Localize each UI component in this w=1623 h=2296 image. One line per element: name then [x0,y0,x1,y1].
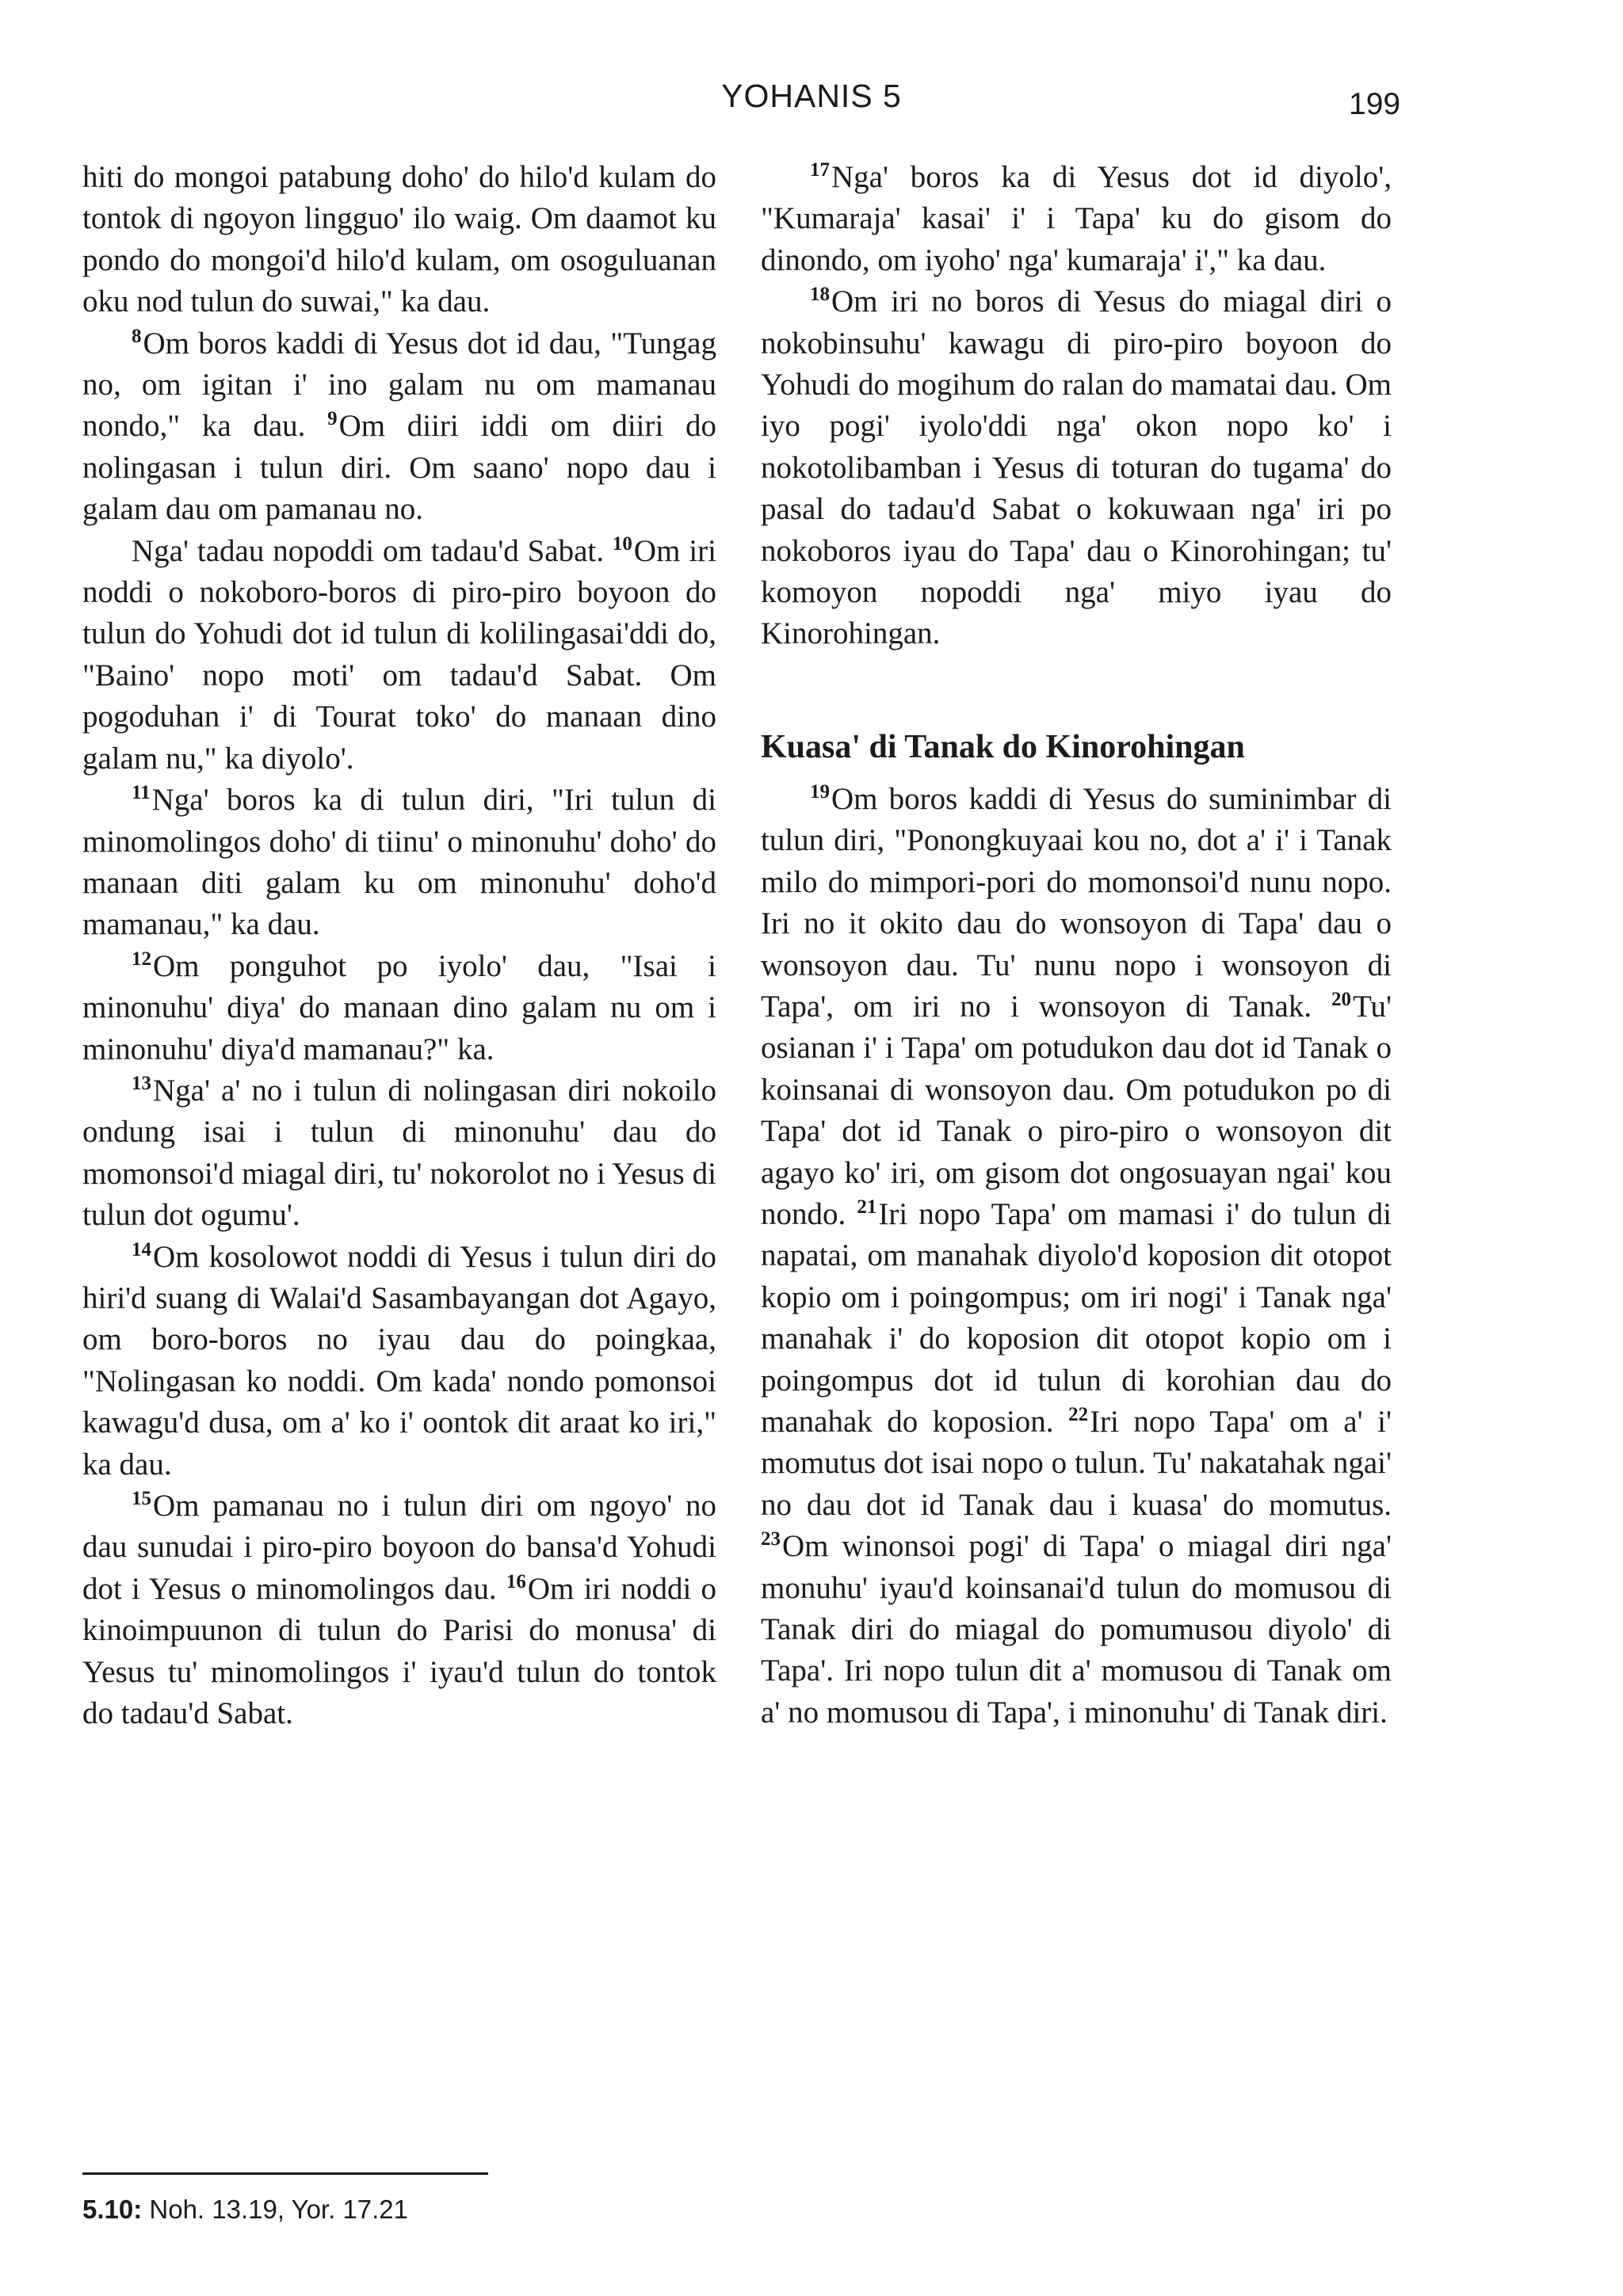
verse-text: Om iri no boros di Yesus do miagal diri o nokobinsuhu' kawagu di piro-piro boyoon do Yohudi do mogihum do ralan do mamatai dau. Om iyo pogi' iyolo'ddi nga' okon nopo ko' i nokotolibamban i Yesus di toturan do tugama' do pasal do tadau'd Sabat o kokuwaan nga' iri po nokoboros iyau do Tapa' dau o Kinorohingan; tu' komoyon nopoddi nga' miyo iyau do Kinorohingan. [761,284,1392,651]
verse-number: 15 [132,1488,151,1509]
verse-number: 13 [132,1072,151,1094]
verse-text: Nga' a' no i tulun di nolingasan diri nokoilo ondung isai i tulun di minonuhu' dau do momonsoi'd miagal diri, tu' nokorolot no i Yesus di tulun dot ogumu'. [82,1073,716,1233]
running-head: YOHANIS 5 [721,78,902,114]
footnote-reference: 5.10: [82,2195,143,2224]
verse-text: Iri nopo Tapa' om mamasi i' do tulun di napatai, om manahak diyolo'd koposion dit otopot kopio om i poingompus; om iri nogi' i Tanak nga' manahak i' do koposion dit otopot kopio om i poingompus dot id tulun di korohian dau do manahak do koposion. [761,1196,1392,1439]
verse-text: Om boros kaddi di Yesus do suminimbar di tulun diri, "Ponongkuyaai kou no, dot a' i' i Tanak milo do mimpori-pori do momonsoi'd nunu nopo. Iri no it okito dau do wonsoyon di Tapa' dau o wonsoyon dau. Tu' nunu nopo i wonsoyon di Tapa', om iri no i wonsoyon di Tanak. [761,781,1392,1024]
verse-number: 17 [810,159,830,181]
verse-text: Nga' boros ka di Yesus dot id diyolo', "Kumaraja' kasai' i' i Tapa' ku do gisom do dinondo, om iyoho' nga' kumaraja' i'," ka dau. [761,160,1392,277]
right-column [761,157,1392,1733]
verse-text: Om iri noddi o kinoimpuunon di tulun do Parisi do monusa' di Yesus tu' minomolingos i' iyau'd tulun do tontok do tadau'd Sabat. [82,1571,716,1731]
verse-text: Nga' tadau nopoddi om tadau'd Sabat. [132,533,613,568]
paragraph [761,157,1392,281]
footnote-divider [82,2172,488,2175]
paragraph [82,531,716,780]
verse-text: Nga' boros ka di tulun diri, "Iri tulun di minomolingos doho' di tiinu' o minonuhu' doho' do manaan diti galam ku om minonuhu' doho'd mamanau," ka dau. [82,783,716,942]
verse-text: Om boros kaddi di Yesus dot id dau, "Tungag no, om igitan i' ino galam nu om mamanau nondo," ka dau. [82,326,716,444]
verse-number: 11 [132,782,151,804]
paragraph [82,323,716,531]
verse-number: 21 [857,1196,877,1218]
paragraph [82,1070,716,1237]
verse-text: Om iri noddi o nokoboro-boros di piro-piro boyoon do tulun do Yohudi dot id tulun di kolilingasai'ddi do, "Baino' nopo moti' om tadau'd Sabat. Om pogoduhan i' di Tourat toko' do manaan dino galam nu," ka diyolo'. [82,533,716,776]
verse-text: Om ponguhot po iyolo' dau, "Isai i minonuhu' diya' do manaan dino galam nu om i minonuhu' diya'd mamanau?" ka. [82,948,716,1066]
verse-text: Om diiri iddi om diiri do nolingasan i tulun diri. Om saano' nopo dau i galam dau om pamanau no. [82,409,716,527]
verse-number: 12 [132,948,151,970]
verse-number: 10 [612,532,632,555]
verse-text: Om winonsoi pogi' di Tapa' o miagal diri nga' monuhu' iyau'd koinsanai'd tulun do momusou di Tanak diri do miagal do pomumusou diyolo' di Tapa'. Iri nopo tulun dit a' momusou di Tanak om a' no momusou di Tapa', i minonuhu' di Tanak diri. [761,1529,1392,1730]
paragraph [82,157,716,323]
verse-number: 9 [327,408,338,430]
paragraph [761,281,1392,655]
verse-number: 22 [1068,1403,1089,1425]
verse-number: 20 [1331,988,1352,1010]
paragraph [82,780,716,946]
verse-text: Tu' osianan i' i Tapa' om potudukon dau dot id Tanak o koinsanai di wonsoyon dau. Om potudukon po di Tapa' dot id Tanak o piro-piro o wonsoyon dit agayo ko' iri, om gisom dot ongosuayan ngai' kou nondo. [761,989,1392,1231]
page-number: 199 [1349,87,1401,121]
footnote [82,2195,408,2225]
verse-text: Iri nopo Tapa' om a' i' momutus dot isai nopo o tulun. Tu' nakatahak ngai' no dau dot id Tanak dau i kuasa' do momutus. [761,1404,1392,1522]
footnote-text: Noh. 13.19, Yor. 17.21 [142,2195,409,2224]
paragraph [82,1486,716,1734]
verse-number: 16 [506,1570,526,1592]
paragraph [82,946,716,1070]
verse-text: hiti do mongoi patabung doho' do hilo'd kulam do tontok di ngoyon lingguo' ilo waig. Om daamot ku pondo do mongoi'd hilo'd kulam, om osoguluanan oku nod tulun do suwai," ka dau. [82,160,716,319]
left-column [82,157,716,1734]
paragraph [82,1237,716,1486]
verse-number: 23 [761,1528,781,1550]
paragraph [761,779,1392,1733]
verse-text: Om kosolowot noddi di Yesus i tulun diri do hiri'd suang di Walai'd Sasambayangan dot Agayo, om boro-boros no iyau dau do poingkaa, "Nolingasan ko noddi. Om kada' nondo pomonsoi kawagu'd dusa, om a' ko i' oontok dit araat ko iri," ka dau. [82,1239,716,1482]
verse-number: 18 [810,284,830,306]
verse-text: Om pamanau no i tulun diri om ngoyo' no dau sunudai i piro-piro boyoon do bansa'd Yohudi dot i Yesus o minomolingos dau. [82,1489,716,1606]
verse-number: 8 [132,325,142,347]
section-heading: Kuasa' di Tanak do Kinorohingan [761,728,1245,765]
verse-number: 14 [132,1238,151,1261]
verse-number: 19 [810,780,830,803]
